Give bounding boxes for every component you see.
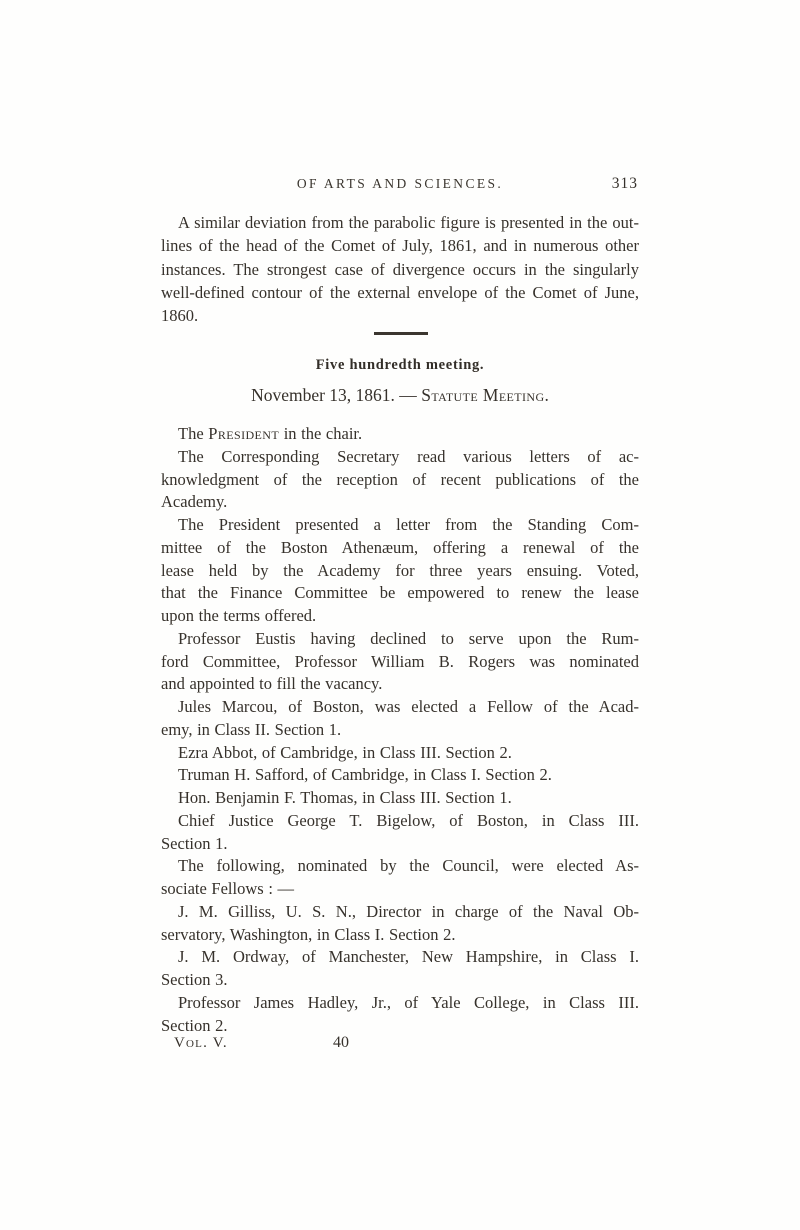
date-text: November 13, 1861. — xyxy=(251,385,422,405)
text-line: and appointed to fill the vacancy. xyxy=(161,674,383,694)
text-line: that the Finance Committee be empowered to renew the lease xyxy=(161,583,639,603)
meeting-minutes xyxy=(161,423,639,1037)
text-line: The Corresponding Secretary read various letters of ac- xyxy=(178,446,639,466)
text-line: Section 1. xyxy=(161,833,228,853)
text-line: Professor Eustis having declined to serve upon the Rum- xyxy=(178,628,639,648)
signature-number: 40 xyxy=(333,1034,349,1051)
text-line: A similar deviation from the parabolic figure is presented in the out- xyxy=(178,213,639,232)
intro-paragraph xyxy=(161,211,639,327)
running-title: OF ARTS AND SCIENCES. xyxy=(296,176,504,191)
text-line: lease held by the Academy for three years ensuing. Voted, xyxy=(161,560,639,580)
text-line: Section 3. xyxy=(161,970,228,989)
text-line: Chief Justice George T. Bigelow, of Boston, in Class III. xyxy=(178,810,639,830)
text-line: emy, in Class II. Section 1. xyxy=(161,719,342,739)
meeting-date-line xyxy=(161,385,639,406)
text-line xyxy=(161,423,639,446)
text-line: Professor James Hadley, Jr., of Yale College, in Class III. xyxy=(178,992,639,1012)
text-line: J. M. Ordway, of Manchester, New Hampshire, in Class I. xyxy=(178,947,639,967)
text-line: lines of the head of the Comet of July, 1861, and in numerous other xyxy=(161,236,639,256)
volume-label: Vol. V. xyxy=(174,1035,228,1051)
line-fragment: in the chair. xyxy=(279,424,363,443)
text-line: Hon. Benjamin F. Thomas, in Class III. Section 1. xyxy=(178,788,512,807)
meeting-heading: Five hundredth meeting. xyxy=(315,357,485,373)
page-footer xyxy=(161,1035,639,1057)
text-line: upon the terms offered. xyxy=(161,606,317,625)
text-line: The following, nominated by the Council, were elected As- xyxy=(178,856,639,876)
text-line: instances. The strongest case of divergence occurs in the singularly xyxy=(161,259,639,279)
page-number: 313 xyxy=(611,175,638,192)
text-line: knowledgment of the reception of recent publications of the xyxy=(161,469,639,489)
text-line: servatory, Washington, in Class I. Section 2. xyxy=(161,924,456,944)
text-line: ford Committee, Professor William B. Rogers was nominated xyxy=(161,651,639,671)
text-line: Ezra Abbot, of Cambridge, in Class III. Section 2. xyxy=(178,742,512,762)
text-line: Jules Marcou, of Boston, was elected a Fellow of the Acad- xyxy=(178,697,639,716)
meeting-type-smallcaps: Statute Meeting xyxy=(421,385,545,405)
page-header xyxy=(161,176,639,194)
text-line: Truman H. Safford, of Cambridge, in Class I. Section 2. xyxy=(178,765,552,785)
text-line: well-defined contour of the external envelope of the Comet of June, xyxy=(161,282,639,302)
text-line: sociate Fellows : — xyxy=(161,879,295,898)
text-line: mittee of the Boston Athenæum, offering a renewal of the xyxy=(161,537,639,557)
date-period: . xyxy=(544,385,549,405)
president-smallcaps: President xyxy=(208,424,280,443)
text-line: J. M. Gilliss, U. S. N., Director in charge of the Naval Ob- xyxy=(178,901,639,921)
line-fragment: The xyxy=(178,424,209,443)
section-divider-rule xyxy=(374,332,428,335)
text-line: Academy. xyxy=(161,492,228,512)
text-line: 1860. xyxy=(161,306,199,325)
text-line: The President presented a letter from the Standing Com- xyxy=(178,515,639,534)
text-line: Section 2. xyxy=(161,1015,228,1035)
